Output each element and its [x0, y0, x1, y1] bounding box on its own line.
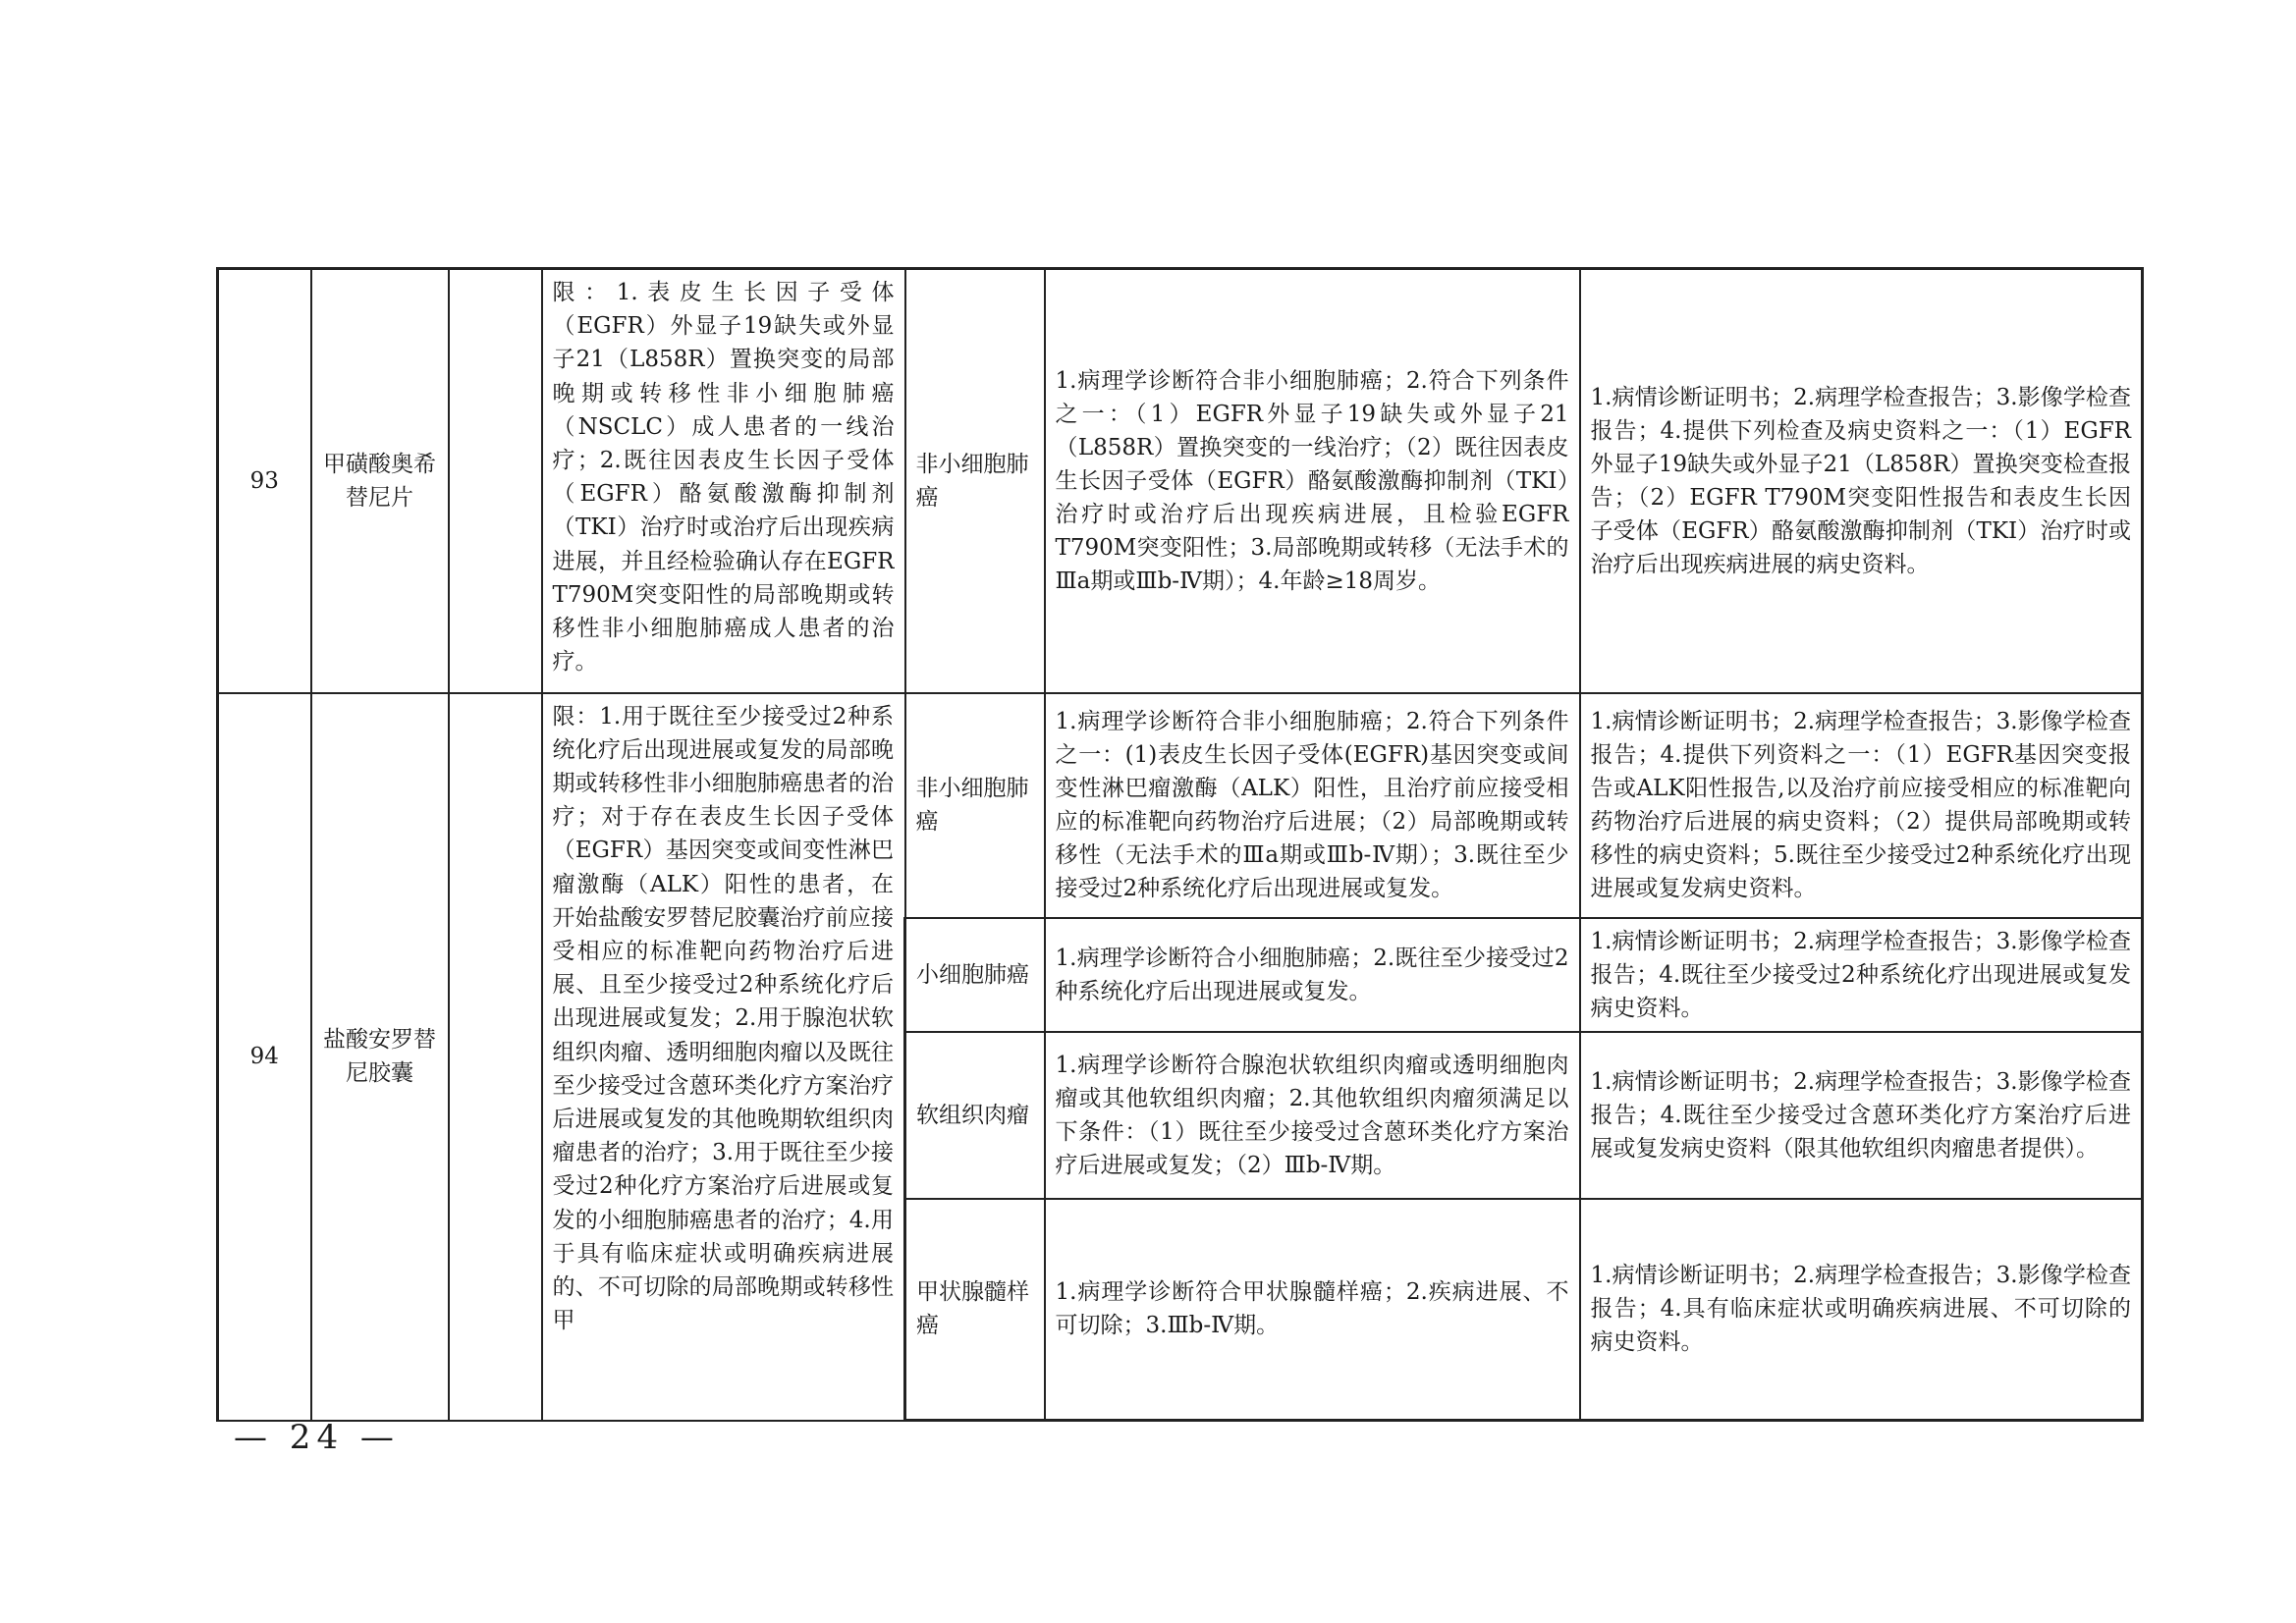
required-documents: 1.病情诊断证明书；2.病理学检查报告；3.影像学检查报告；4.提供下列资料之一：（1）EGFR基因突变报告或ALK阳性报告,以及治疗前应接受相应的标准靶向药物治疗后进展的病史资料；（2）提供局部晚期或转移性的病史资料；5.既往至少接受过2种系统化疗出现进展或复发病史资料。	[1590, 709, 2131, 901]
condition-name-cell	[905, 1032, 1045, 1199]
condition-name: 软组织肉瘤	[916, 1102, 1029, 1128]
table-row	[218, 693, 2143, 918]
drug-name-cell	[311, 269, 449, 693]
required-documents-cell	[1580, 693, 2143, 918]
required-documents: 1.病情诊断证明书；2.病理学检查报告；3.影像学检查报告；4.提供下列检查及病史资料之一：（1）EGFR外显子19缺失或外显子21（L858R）置换突变检查报告；（2）EGFR T790M突变阳性报告和表皮生长因子受体（EGFR）酪氨酸激酶抑制剂（TKI）治疗时或治疗后出现疾病进展的病史资料。	[1590, 384, 2131, 577]
condition-name-cell	[905, 269, 1045, 693]
table-row	[218, 269, 2143, 693]
diagnosis-criteria: 1.病理学诊断符合非小细胞肺癌；2.符合下列条件之一：（1）EGFR外显子19缺失或外显子21（L858R）置换突变的一线治疗；（2）既往因表皮生长因子受体（EGFR）酪氨酸激酶抑制剂（TKI）治疗时或治疗后出现疾病进展，且检验EGFR T790M突变阳性；3.局部晚期或转移（无法手术的Ⅲa期或Ⅲb-Ⅳ期）；4.年龄≥18周岁。	[1055, 367, 1569, 594]
diagnosis-criteria: 1.病理学诊断符合非小细胞肺癌；2.符合下列条件之一：(1)表皮生长因子受体(EGFR)基因突变或间变性淋巴瘤激酶（ALK）阳性，且治疗前应接受相应的标准靶向药物治疗后进展；（2）局部晚期或转移性（无法手术的Ⅲa期或Ⅲb-Ⅳ期）；3.既往至少接受过2种系统化疗后出现进展或复发。	[1055, 709, 1569, 901]
required-documents-cell	[1580, 918, 2143, 1032]
diagnosis-criteria-cell	[1045, 918, 1580, 1032]
condition-name: 非小细胞肺癌	[915, 451, 1029, 511]
required-documents-cell	[1580, 1032, 2143, 1199]
condition-name: 非小细胞肺癌	[915, 776, 1029, 835]
required-documents-cell	[1580, 269, 2143, 693]
empty-cell	[449, 269, 542, 693]
indication-scope: 限：1.用于既往至少接受过2种系统化疗后出现进展或复发的局部晚期或转移性非小细胞肺癌患者的治疗；对于存在表皮生长因子受体（EGFR）基因突变或间变性淋巴瘤激酶（ALK）阳性的患者，在开始盐酸安罗替尼胶囊治疗前应接受相应的标准靶向药物治疗后进展、且至少接受过2种系统化疗后出现进展或复发；2.用于腺泡状软组织肉瘤、透明细胞肉瘤以及既往至少接受过含蒽环类化疗方案治疗后进展或复发的其他晚期软组织肉瘤患者的治疗；3.用于既往至少接受过2种化疗方案治疗后进展或复发的小细胞肺癌患者的治疗；4.用于具有临床症状或明确疾病进展的、不可切除的局部晚期或转移性甲	[552, 703, 894, 1334]
diagnosis-criteria: 1.病理学诊断符合甲状腺髓样癌；2.疾病进展、不可切除；3.Ⅲb-Ⅳ期。	[1055, 1279, 1569, 1339]
required-documents-cell	[1580, 1199, 2143, 1421]
required-documents: 1.病情诊断证明书；2.病理学检查报告；3.影像学检查报告；4.具有临床症状或明确疾病进展、不可切除的病史资料。	[1590, 1263, 2131, 1356]
diagnosis-criteria-cell	[1045, 693, 1580, 918]
diagnosis-criteria: 1.病理学诊断符合小细胞肺癌；2.既往至少接受过2种系统化疗后出现进展或复发。	[1055, 945, 1569, 1004]
page-number: — 24 —	[234, 1418, 400, 1457]
indication-scope-cell	[542, 693, 905, 1421]
drug-table	[216, 267, 2144, 1422]
drug-name-cell	[311, 693, 449, 1421]
condition-name-cell	[905, 693, 1045, 918]
condition-name-cell	[905, 918, 1045, 1032]
indication-scope-cell	[542, 269, 905, 693]
required-documents: 1.病情诊断证明书；2.病理学检查报告；3.影像学检查报告；4.既往至少接受过含蒽环类化疗方案治疗后进展或复发病史资料（限其他软组织肉瘤患者提供）。	[1590, 1068, 2131, 1162]
row-number: 93	[249, 467, 279, 494]
empty-cell	[449, 693, 542, 1421]
diagnosis-criteria: 1.病理学诊断符合腺泡状软组织肉瘤或透明细胞肉瘤或其他软组织肉瘤；2.其他软组织肉瘤须满足以下条件：（1）既往至少接受过含蒽环类化疗方案治疗后进展或复发；（2）Ⅲb-Ⅳ期。	[1055, 1052, 1569, 1178]
row-number-cell	[218, 693, 311, 1421]
required-documents: 1.病情诊断证明书；2.病理学检查报告；3.影像学检查报告；4.既往至少接受过2种系统化疗出现进展或复发病史资料。	[1590, 928, 2131, 1021]
diagnosis-criteria-cell	[1045, 269, 1580, 693]
condition-name-cell	[905, 1199, 1045, 1421]
drug-name: 甲磺酸奥希替尼片	[323, 451, 436, 511]
indication-scope: 限：1.表皮生长因子受体（EGFR）外显子19缺失或外显子21（L858R）置换突变的局部晚期或转移性非小细胞肺癌（NSCLC）成人患者的一线治疗；2.既往因表皮生长因子受体（EGFR）酪氨酸激酶抑制剂（TKI）治疗时或治疗后出现疾病进展，并且经检验确认存在EGFR T790M突变阳性的局部晚期或转移性非小细胞肺癌成人患者的治疗。	[552, 280, 895, 676]
condition-name: 甲状腺髓样癌	[916, 1279, 1029, 1339]
drug-name: 盐酸安罗替尼胶囊	[323, 1027, 436, 1086]
row-number-cell	[218, 269, 311, 693]
diagnosis-criteria-cell	[1045, 1032, 1580, 1199]
condition-name: 小细胞肺癌	[916, 961, 1029, 988]
row-number: 94	[249, 1044, 279, 1069]
diagnosis-criteria-cell	[1045, 1199, 1580, 1421]
